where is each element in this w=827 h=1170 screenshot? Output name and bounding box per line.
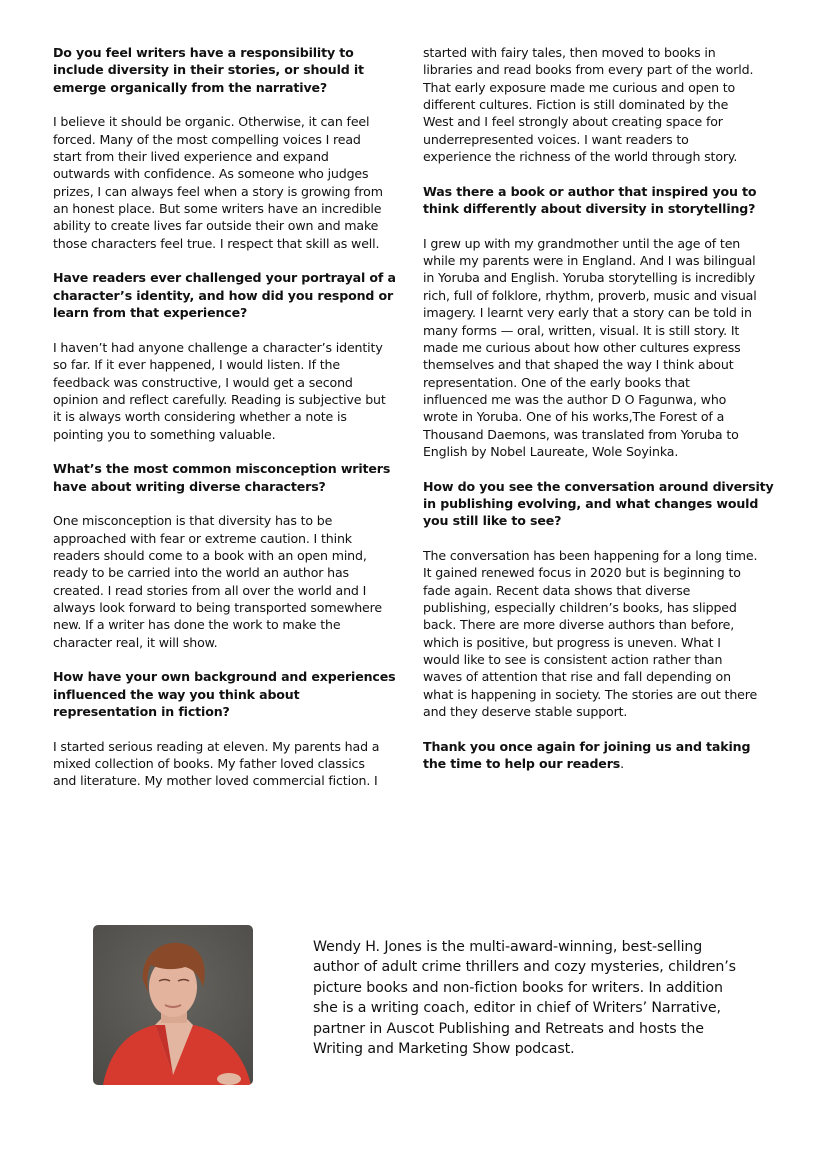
question: How do you see the conversation around diversity in publishing evolving, and what changes would you still like to see? <box>423 478 774 529</box>
left-column <box>53 44 413 807</box>
answer-continuation: started with fairy tales, then moved to books in libraries and read books from every part of the world. That early exposure made me curious and open to different cultures. Fiction is still dominated by the West and I feel strongly about creating space for underrepresented voices. I want readers to experience the richness of the world through story. <box>423 45 754 165</box>
author-bio: Wendy H. Jones is the multi-award-winning, best-selling author of adult crime thrillers and cozy mysteries, children’s picture books and non-fiction books for writers. In addition she is a writing coach, editor in chief of Writers’ Narrative, partner in Auscot Publishing and Retreats and hosts the Writing and Marketing Show podcast. <box>313 939 736 1058</box>
closing-bold: Thank you once again for joining us and taking the time to help our readers <box>423 738 751 772</box>
answer: I believe it should be organic. Otherwise, it can feel forced. Many of the most compelling voices I read start from their lived experience and expand outwards with confidence. As someone who judges prizes, I can always feel when a story is growing from an honest place. But some writers have an incredible ability to create lives far outside their own and make those characters feel true. I respect that skill as well. <box>53 114 383 251</box>
question: Have readers ever challenged your portrayal of a character’s identity, and how did you respond or learn from that experience? <box>53 270 396 321</box>
question: What’s the most common misconception writers have about writing diverse characters? <box>53 461 391 494</box>
question: Do you feel writers have a responsibility to include diversity in their stories, or should it emerge organically from the narrative? <box>53 45 364 95</box>
answer: I haven’t had anyone challenge a character’s identity so far. If it ever happened, I would listen. If the feedback was constructive, I would get a second opinion and reflect carefully. Reading is subjective but it is always worth considering whether a note is pointing you to something valuable. <box>53 339 386 442</box>
question: How have your own background and experiences influenced the way you think about representation in fiction? <box>53 669 396 720</box>
closing-period: . <box>620 756 624 772</box>
answer: The conversation has been happening for a long time. It gained renewed focus in 2020 but is beginning to fade again. Recent data shows that diverse publishing, especially children’s books, has slipped back. There are more diverse authors than before, which is positive, but progress is uneven. What I would like to see is consistent action rather than waves of attention that rise and fall depending on what is happening in society. The stories are out there and they deserve stable support. <box>423 547 758 720</box>
right-column <box>423 44 793 790</box>
answer: I grew up with my grandmother until the age of ten while my parents were in England. And I was bilingual in Yoruba and English. Yoruba storytelling is incredibly rich, full of folklore, rhythm, proverb, music and visual imagery. I learnt very early that a story can be told in many forms — oral, written, visual. It is still story. It made me curious about how other cultures express themselves and that shaped the way I think about representation. One of the early books that influenced me was the author D O Fagunwa, who wrote in Yoruba. One of his works,The Forest of a Thousand Daemons, was translated from Yoruba to English by Nobel Laureate, Wole Soyinka. <box>423 235 757 459</box>
author-photo <box>93 925 253 1085</box>
question: Was there a book or author that inspired you to think differently about diversity in storytelling? <box>423 183 757 217</box>
author-portrait-image <box>93 925 253 1085</box>
closing-line <box>423 738 793 773</box>
answer: One misconception is that diversity has to be approached with fear or extreme caution. I think readers should come to a book with an open mind, ready to be carried into the world an author has created. I read stories from all over the world and I always look forward to being transported somewhere new. If a writer has done the work to make the character real, it will show. <box>53 513 383 650</box>
answer: I started serious reading at eleven. My parents had a mixed collection of books. My father loved classics and literature. My mother loved commercial fiction. I <box>53 738 380 789</box>
